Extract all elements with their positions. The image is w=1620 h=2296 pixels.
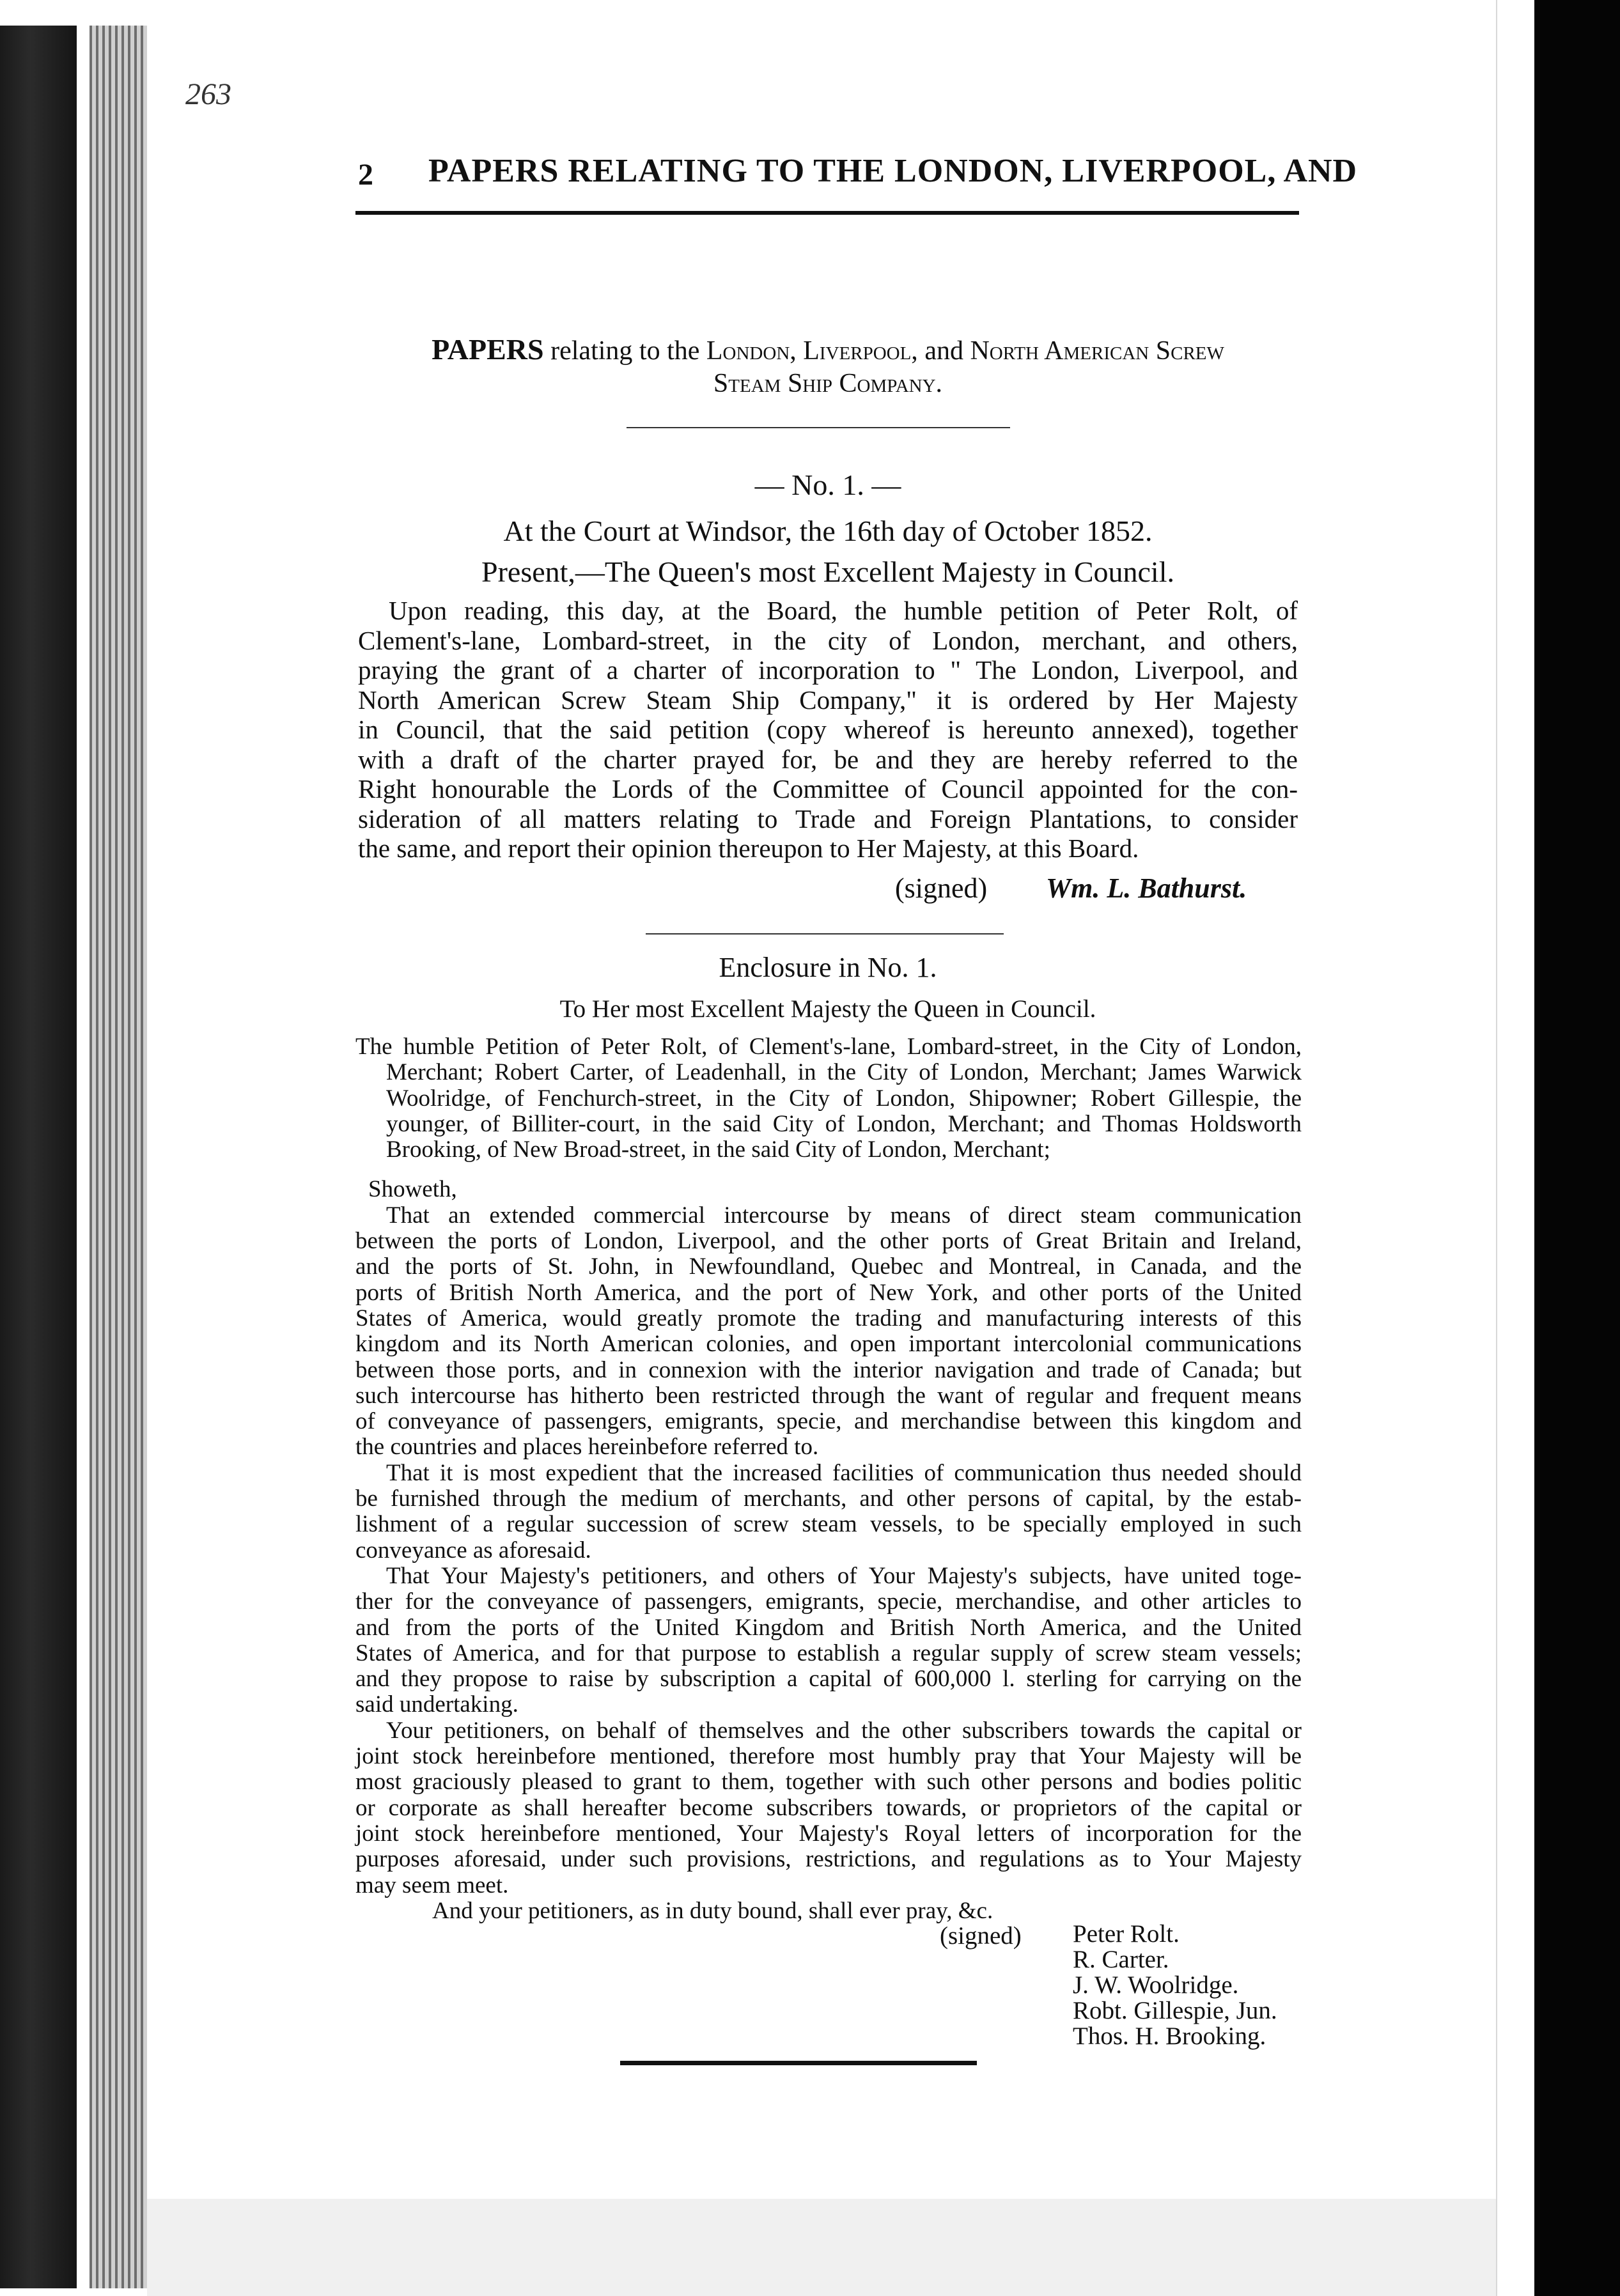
petition-line: be furnished through the medium of merchants, and other persons of capital, by the estab-	[355, 1485, 1302, 1512]
petition-line: younger, of Billiter-court, in the said City of London, Merchant; and Thomas Holdsworth	[386, 1110, 1302, 1137]
page-header	[358, 152, 1358, 203]
order-paragraph	[358, 596, 1298, 864]
page-bottom-shadow	[147, 2199, 1496, 2296]
page-edges	[90, 26, 147, 2288]
order-line: in Council, that the said petition (copy whereof is hereunto annexed), together	[358, 715, 1298, 744]
title-cities: London, Liverpool,	[706, 336, 918, 366]
petition-line: States of America, would greatly promote the trading and manufacturing interests of this	[355, 1305, 1302, 1331]
signatory: Thos. H. Brooking.	[1073, 2022, 1266, 2050]
petition-line: and they propose to raise by subscription a capital of 600,000 l. sterling for carrying on the	[355, 1666, 1302, 1693]
order-line: with a draft of the charter prayed for, be and they are hereby referred to the	[358, 744, 1298, 774]
petition-line: between those ports, and in connexion with the interior navigation and trade of Canada; but	[355, 1356, 1302, 1383]
order-line: the same, and report their opinion thereupon to Her Majesty, at this Board.	[358, 834, 1139, 863]
petition-line: purposes aforesaid, under such provisions, restrictions, and regulations as to Your Majesty	[355, 1846, 1302, 1873]
order-signed-label: (signed)	[895, 873, 988, 904]
petition-line: may seem meet.	[355, 1872, 509, 1898]
petition-signed-label: (signed)	[940, 1922, 1022, 1950]
order-line: sideration of all matters relating to Trade and Foreign Plantations, to consider	[358, 803, 1298, 834]
enclosure-heading: Enclosure in No. 1.	[719, 952, 937, 983]
book-binding	[0, 0, 147, 2296]
petition-line: Showeth,	[368, 1176, 457, 1203]
petition-line: and the ports of St. John, in Newfoundland, Quebec and Montreal, in Canada, and the	[355, 1253, 1302, 1280]
title-and: and	[924, 336, 963, 366]
signatories	[1073, 1921, 1277, 2049]
petition-line: such intercourse has hitherto been restricted through the want of regular and frequent means	[355, 1382, 1302, 1409]
running-head: PAPERS RELATING TO THE LONDON, LIVERPOOL, AND	[428, 153, 1358, 189]
signatory: R. Carter.	[1073, 1946, 1169, 1973]
petition-line: of conveyance of passengers, emigrants, specie, and merchandise between this kingdom and	[355, 1408, 1302, 1435]
court-line: At the Court at Windsor, the 16th day of October 1852.	[503, 515, 1153, 547]
petition-line: That Your Majesty's petitioners, and others of Your Majesty's subjects, have united toge-	[386, 1562, 1302, 1589]
petition-line: kingdom and its North American colonies, and open important intercolonial communications	[355, 1331, 1302, 1358]
order-line: Clement's-lane, Lombard-street, in the city of London, merchant, and others,	[358, 625, 1298, 655]
section-rule	[646, 933, 1004, 935]
petition-line: joint stock hereinbefore mentioned, therefore most humbly pray that Your Majesty will be	[355, 1743, 1302, 1770]
petition-line: States of America, and for that purpose to establish a regular supply of screw steam vessels;	[355, 1640, 1302, 1666]
scan-border-right	[1534, 0, 1620, 2296]
petition-line: the countries and places hereinbefore referred to.	[355, 1434, 819, 1461]
petition-line: Merchant; Robert Carter, of Leadenhall, in the City of London, Merchant; James Warwick	[386, 1059, 1302, 1086]
petition-text	[355, 1034, 1302, 1924]
petition-line: most graciously pleased to grant to them, together with such other persons and bodies politic	[355, 1769, 1302, 1796]
closing-rule	[620, 2061, 977, 2065]
petition-line: or corporate as shall hereafter become subscribers towards, or proprietors of the capital or	[355, 1794, 1302, 1821]
petition-line: said undertaking.	[355, 1691, 518, 1718]
right-page-edge	[1496, 0, 1536, 2296]
present-line: Present,—The Queen's most Excellent Majesty in Council.	[481, 555, 1174, 588]
order-number: — No. 1. —	[754, 469, 901, 501]
title-relating: relating to the	[550, 336, 700, 366]
petition-line: ports of British North America, and the port of New York, and other ports of the United	[355, 1279, 1302, 1306]
signatory: Robt. Gillespie, Jun.	[1073, 1997, 1277, 2024]
title-lead: PAPERS	[432, 333, 544, 366]
petition-line: joint stock hereinbefore mentioned, Your Majesty's Royal letters of incorporation for the	[355, 1820, 1302, 1847]
page-number: 2	[358, 158, 373, 192]
petition-line: The humble Petition of Peter Rolt, of Clement's-lane, Lombard-street, in the City of London,	[355, 1034, 1302, 1060]
title-rule	[627, 427, 1010, 428]
header-rule	[355, 211, 1299, 215]
petition-line: conveyance as aforesaid.	[355, 1537, 591, 1563]
petition-line: between the ports of London, Liverpool, and the other ports of Great Britain and Ireland,	[355, 1228, 1302, 1255]
document-title-line-1	[358, 332, 1298, 366]
title-tail: North American Screw	[970, 336, 1224, 366]
order-line: Right honourable the Lords of the Committee of Council appointed for the con-	[358, 774, 1298, 803]
petition-line: That an extended commercial intercourse by means of direct steam communication	[386, 1202, 1302, 1229]
petition-line: Woolridge, of Fenchurch-street, in the City of London, Shipowner; Robert Gillespie, the	[386, 1085, 1302, 1112]
order-line: Upon reading, this day, at the Board, the humble petition of Peter Rolt, of	[389, 596, 1298, 625]
margin-note: 263	[185, 77, 231, 111]
petition-line: lishment of a regular succession of screw steam vessels, to be specially employed in such	[355, 1511, 1302, 1538]
petition-line: ther for the conveyance of passengers, emigrants, specie, merchandise, and other articles to	[355, 1588, 1302, 1615]
petition-line: And your petitioners, as in duty bound, shall ever pray, &c.	[432, 1897, 993, 1924]
petition-line: and from the ports of the United Kingdom and British North America, and the United	[355, 1614, 1302, 1641]
signatory: Peter Rolt.	[1073, 1920, 1180, 1948]
order-signature: Wm. L. Bathurst.	[1046, 873, 1247, 904]
petition-line: That it is most expedient that the increased facilities of communication thus needed should	[386, 1459, 1302, 1486]
order-line: North American Screw Steam Ship Company," it is ordered by Her Majesty	[358, 685, 1298, 715]
petition-line: Your petitioners, on behalf of themselves and the other subscribers towards the capital or	[386, 1717, 1302, 1744]
signatory: J. W. Woolridge.	[1073, 1971, 1239, 1999]
spine-shadow	[0, 26, 77, 2288]
order-line: praying the grant of a charter of incorporation to " The London, Liverpool, and	[358, 655, 1298, 685]
petition-line: Brooking, of New Broad-street, in the said City of London, Merchant;	[386, 1136, 1050, 1163]
document-title-line-2: Steam Ship Company.	[713, 369, 943, 398]
enclosure-address: To Her most Excellent Majesty the Queen in Council.	[559, 995, 1096, 1023]
